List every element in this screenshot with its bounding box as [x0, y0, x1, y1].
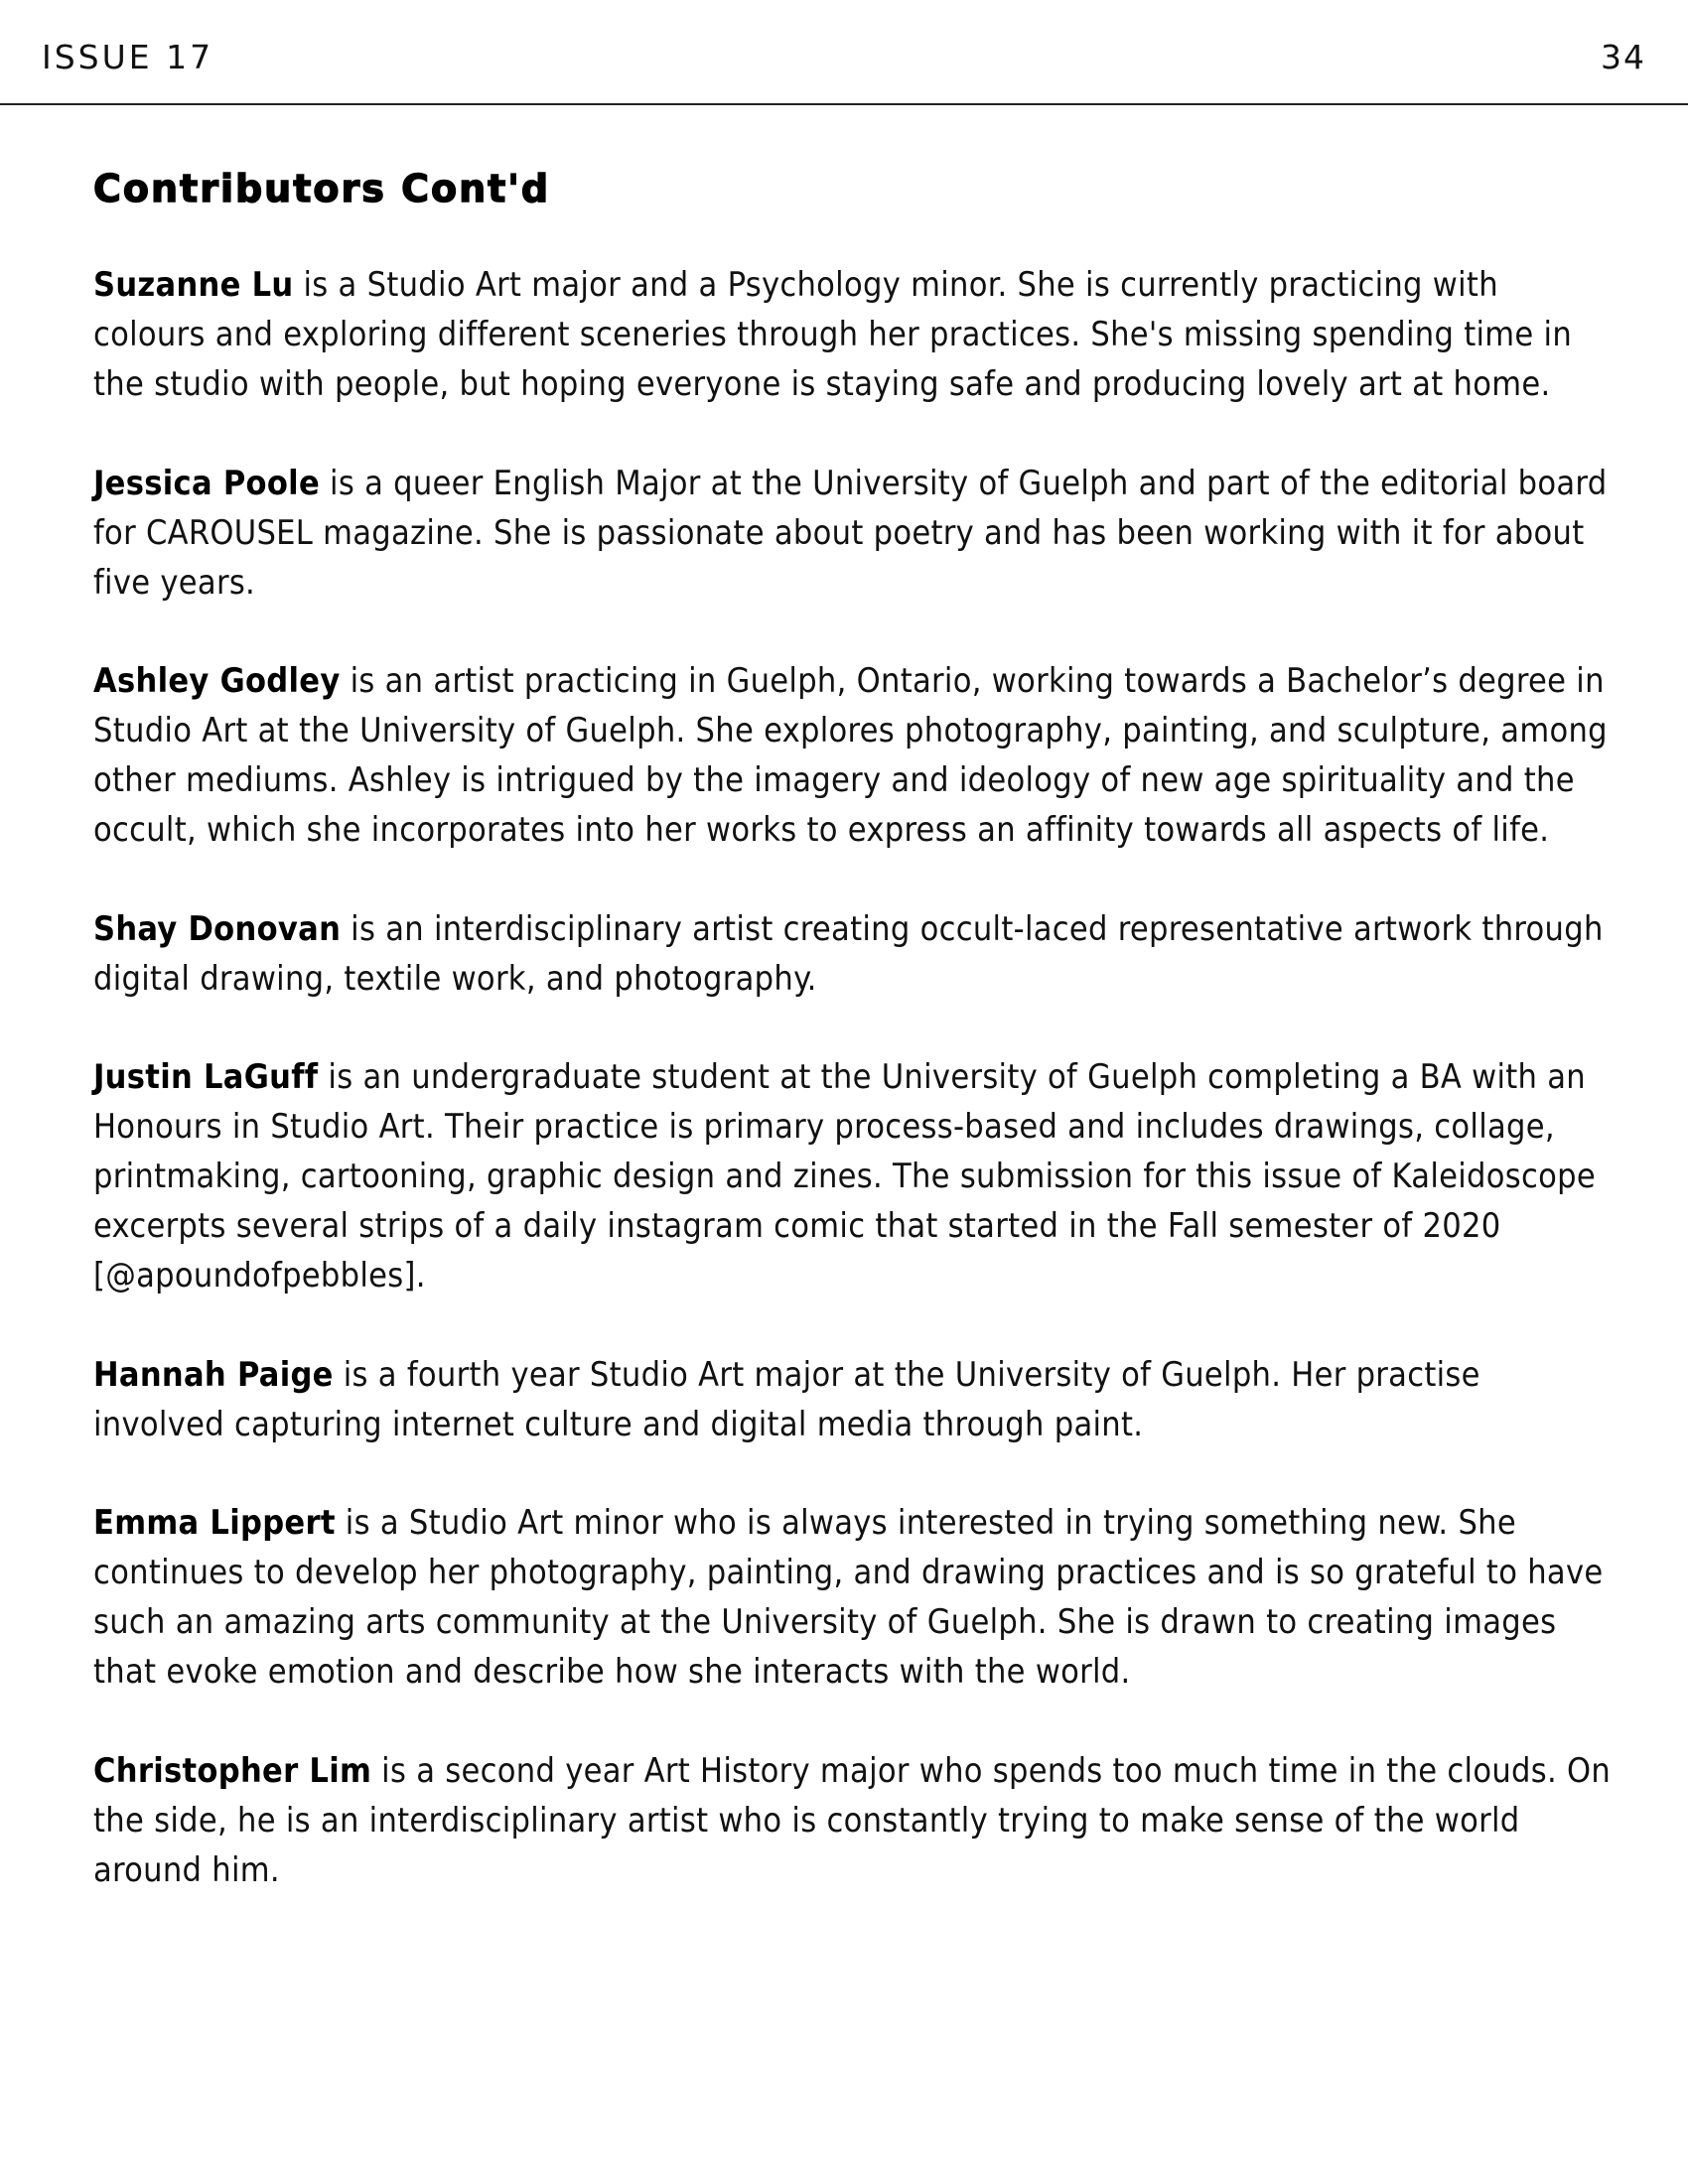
contributor-name: Suzanne Lu	[93, 265, 294, 305]
contributor-bio	[93, 904, 1613, 1004]
page-header	[0, 34, 1688, 103]
contributor-name: Hannah Paige	[93, 1354, 334, 1395]
contributor-name: Jessica Poole	[93, 463, 321, 503]
section-title: Contributors Cont'd	[93, 167, 551, 210]
contributor-name: Christopher Lim	[93, 1750, 372, 1791]
contributor-bio	[93, 459, 1613, 608]
contributor-description: is an artist practicing in Guelph, Ontario, working towards a Bachelor’s degree in Studio Art at the University of Guelph. She explores photography, painting, and sculpture, among other mediums. Ashley is intrigued by the imagery and ideology of new age spirituality and the occult, which she incorporates into her works to express an affinity towards all aspects of life.	[93, 661, 1608, 850]
contributors-section	[93, 167, 1613, 1944]
contributor-description: is an undergraduate student at the University of Guelph completing a BA with an Honours in Studio Art. Their practice is primary process-based and includes drawings, collage, printmaking, cartooning, graphic design and zines. The submission for this issue of Kaleidoscope excerpts several strips of a daily instagram comic that started in the Fall semester of 2020 [@apoundofpebbles].	[93, 1057, 1596, 1296]
contributor-bio	[93, 260, 1613, 409]
page-number: 34	[1601, 38, 1646, 76]
contributor-description: is a fourth year Studio Art major at the University of Guelph. Her practise involved capturing internet culture and digital media through paint.	[93, 1354, 1480, 1444]
contributor-bio	[93, 1746, 1613, 1895]
contributor-name: Ashley Godley	[93, 661, 341, 701]
contributor-name: Justin LaGuff	[93, 1057, 319, 1097]
contributor-bio	[93, 1350, 1613, 1449]
contributor-description: is a second year Art History major who spends too much time in the clouds. On the side, he is an interdisciplinary artist who is constantly trying to make sense of the world around him.	[93, 1750, 1612, 1890]
contributor-bio	[93, 656, 1613, 855]
contributor-name: Shay Donovan	[93, 908, 342, 949]
issue-label: ISSUE 17	[42, 38, 214, 76]
contributor-description: is a queer English Major at the University of Guelph and part of the editorial board for CAROUSEL magazine. She is passionate about poetry and has been working with it for about five years.	[93, 463, 1608, 603]
header-divider	[0, 103, 1688, 105]
contributor-bio	[93, 1052, 1613, 1300]
contributor-bio	[93, 1498, 1613, 1697]
contributor-description: is a Studio Art major and a Psychology minor. She is currently practicing with colours and exploring different sceneries through her practices. She's missing spending time in the studio with people, but hoping everyone is staying safe and producing lovely art at home.	[93, 265, 1573, 404]
contributor-description: is an interdisciplinary artist creating occult-laced representative artwork through digital drawing, textile work, and photography.	[93, 908, 1604, 999]
contributor-description: is a Studio Art minor who is always interested in trying something new. She continues to develop her photography, painting, and drawing practices and is so grateful to have such an amazing arts community at the University of Guelph. She is drawn to creating images that evoke emotion and describe how she interacts with the world.	[93, 1503, 1604, 1692]
contributor-name: Emma Lippert	[93, 1503, 336, 1543]
